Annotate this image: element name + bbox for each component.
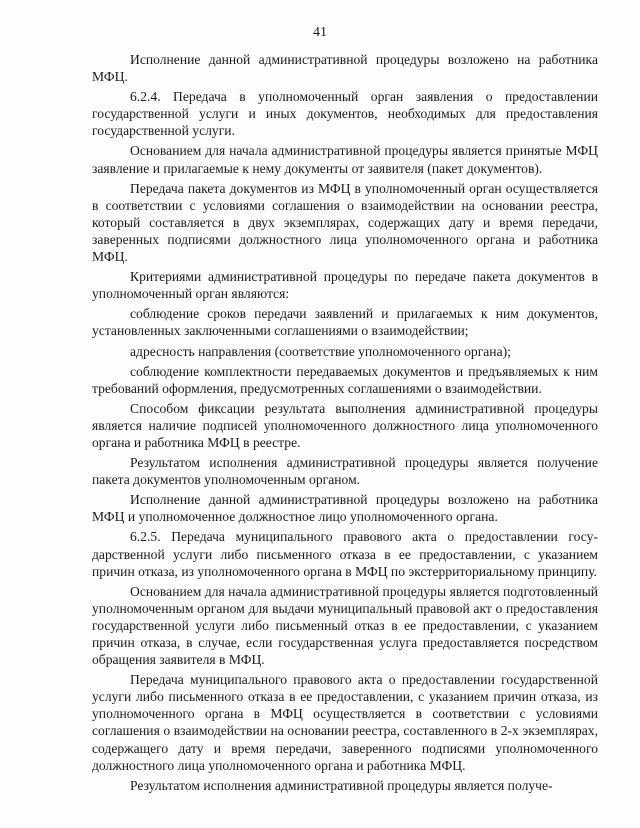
page-number: 41 xyxy=(313,25,327,40)
document-body xyxy=(92,51,598,797)
paragraph: Исполнение данной административной процедуры возложено на работника МФЦ. xyxy=(92,52,598,85)
paragraph: Передача пакета документов из МФЦ в уполномоченный орган осуществляется в соответствии с условиями соглашения о взаимодействии на основании реестра, который составляется в двух экземплярах, содержащих дату и время передачи, заверенных подписями должностного лица уполномоченного органа и работника МФЦ. xyxy=(92,180,598,265)
paragraph: соблюдение сроков передачи заявлений и прилагаемых к ним документов, установленных заключенными соглашениями о взаимодействии; xyxy=(92,306,598,339)
paragraph: 6.2.4. Передача в уполномоченный орган заявления о предоставлении государственной услуги и иных документов, необходимых для предоставления государственной услуги. xyxy=(92,89,598,139)
paragraph: Результатом исполнения административной процедуры является получение пакета документов уполномоченным органом. xyxy=(92,455,598,488)
paragraph: Основанием для начала административной процедуры является подготовленный уполномоченным органом для выдачи муниципальный правовой акт о предоставления государственной услуги либо письменный отказ в ее предоставлении, с указанием причин отказа, в случае, если государственная услуга предоставляется посредством обращения заявителя в МФЦ. xyxy=(92,583,598,668)
paragraph: Передача муниципального правового акта о предоставлении государственной услуги либо письменного отказа в ее предоставлении, с указанием причин отказа, из уполномоченного органа в МФЦ осуществляется в соответствии с условиями соглашения о взаимодействии на основании реестра, составленного в 2-х экземплярах, содержащего дату и время передачи, заверенного подписями уполномоченного должностного лица уполномоченного органа и работника МФЦ. xyxy=(92,672,598,773)
paragraph: Критериями административной процедуры по передаче пакета документов в уполномоченный орган являются: xyxy=(92,269,598,302)
paragraph: Исполнение данной административной процедуры возложено на работника МФЦ и уполномоченное должностное лицо уполномоченного органа. xyxy=(92,492,598,525)
paragraph: Результатом исполнения административной процедуры является получе- xyxy=(130,777,553,793)
paragraph: Способом фиксации результата выполнения административной процедуры является наличие подписей уполномоченного должностного лица уполномоченного органа и работника МФЦ в реестре. xyxy=(92,400,598,450)
paragraph: Основанием для начала административной процедуры является принятые МФЦ заявление и прилагаемые к нему документы от заявителя (пакет документов). xyxy=(92,143,598,176)
paragraph: адресность направления (соответствие уполномоченного органа); xyxy=(130,343,511,359)
paragraph: соблюдение комплектности передаваемых документов и предъявляемых к ним требований оформления, предусмотренных соглашениями о взаимодействии. xyxy=(92,363,598,396)
paragraph: 6.2.5. Передача муниципального правового акта о предоставлении государственной услуги либо письменного отказа в ее предоставлении, с указанием причин отказа, из уполномоченного органа в МФЦ по экстерриториальному принципу. xyxy=(92,529,598,579)
